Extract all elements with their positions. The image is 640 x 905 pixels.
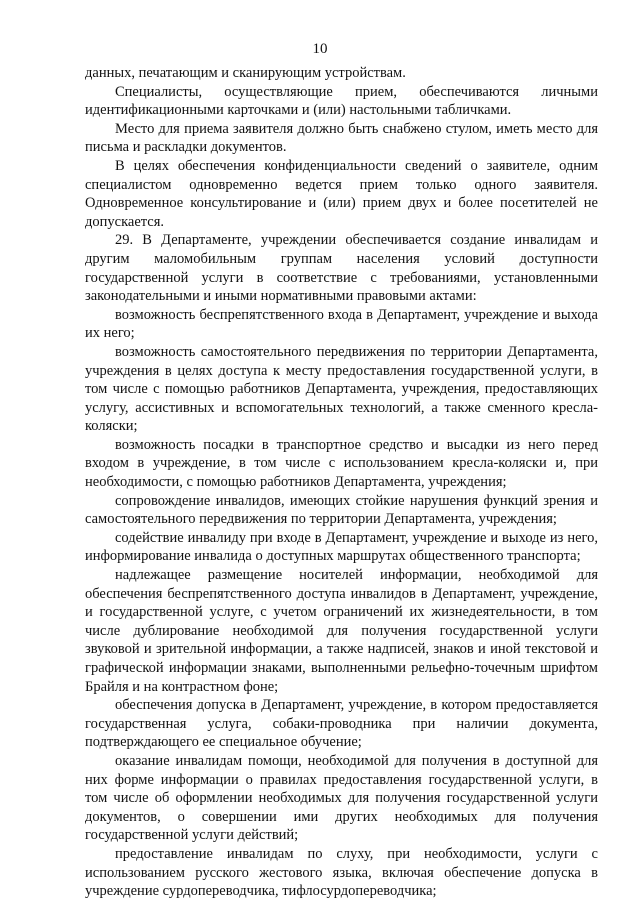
paragraph: надлежащее размещение носителей информации, необходимой для обеспечения беспрепятственного доступа инвалидов в Департамент, учреждение, и государственной услуге, с учетом ограничений их жизнедеятельности, в том числе дублирование необходимой для получения государственной услуги звуковой и зрительной информации, а также надписей, знаков и иной текстовой и графической информации знаками, выполненными рельефно-точечным шрифтом Брайля и на контрастном фоне; xyxy=(85,567,598,695)
paragraph: 29. В Департаменте, учреждении обеспечивается создание инвалидам и другим маломобильным группам населения условий доступности государственной услуги в соответствие с требованиями, установленными законодательными и иными нормативными правовыми актами: xyxy=(85,232,598,305)
paragraph: возможность беспрепятственного входа в Департамент, учреждение и выхода их него; xyxy=(85,306,598,342)
paragraph: предоставление инвалидам по слуху, при необходимости, услуги с использованием русского жестового языка, включая обеспечение допуска в учреждение сурдопереводчика, тифлосурдопереводчика; xyxy=(85,845,598,900)
paragraph: Место для приема заявителя должно быть снабжено стулом, иметь место для письма и раскладки документов. xyxy=(85,120,598,156)
paragraph: данных, печатающим и сканирующим устройствам. xyxy=(85,65,406,81)
paragraph: содействие инвалиду при входе в Департамент, учреждение и выходе из него, информирование инвалида о доступных маршрутах общественного транспорта; xyxy=(85,529,598,565)
paragraph: возможность самостоятельного передвижения по территории Департамента, учреждения в целях доступа к месту предоставления государственной услуги, в том числе с помощью работников Департамента, учреждения, предоставляющих услугу, ассистивных и вспомогательных технологий, а также сменного кресла-коляски; xyxy=(85,343,598,435)
document-body xyxy=(85,64,598,901)
paragraph: оказание инвалидам помощи, необходимой для получения в доступной для них форме информации о правилах предоставления государственной услуги, в том числе об оформлении необходимых для получения государственной услуги документов, о совершении ими других необходимых для получения государственной услуги действий; xyxy=(85,752,598,844)
paragraph: обеспечения допуска в Департамент, учреждение, в котором предоставляется государственная услуга, собаки-проводника при наличии документа, подтверждающего ее специальное обучение; xyxy=(85,697,598,751)
paragraph: сопровождение инвалидов, имеющих стойкие нарушения функций зрения и самостоятельного передвижения по территории Департамента, учреждения; xyxy=(85,492,598,528)
paragraph: возможность посадки в транспортное средство и высадки из него перед входом в учреждение, в том числе с использованием кресла-коляски и, при необходимости, с помощью работников Департамента, учреждения; xyxy=(85,436,598,491)
paragraph: Специалисты, осуществляющие прием, обеспечиваются личными идентификационными карточками и (или) настольными табличками. xyxy=(85,83,598,119)
page-number: 10 xyxy=(312,41,328,57)
paragraph: В целях обеспечения конфиденциальности сведений о заявителе, одним специалистом одновременно ведется прием только одного заявителя. Одновременное консультирование и (или) прием двух и более посетителей не допускается. xyxy=(85,157,598,230)
